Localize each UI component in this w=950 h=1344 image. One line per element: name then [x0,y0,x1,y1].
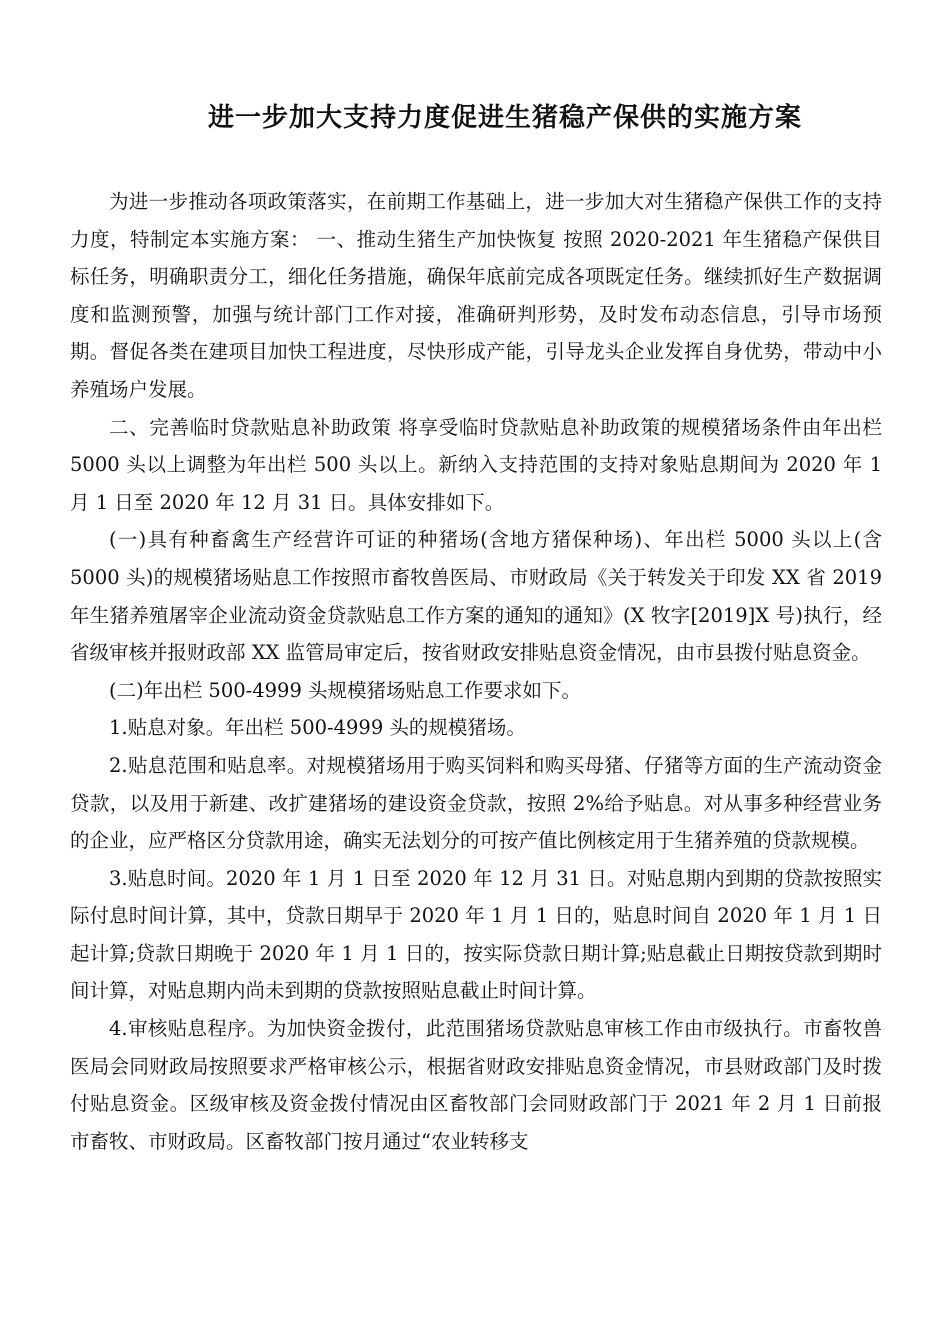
paragraph-item-1: 1.贴息对象。年出栏 500-4999 头的规模猪场。 [109,716,526,740]
document-title: 进一步加大支持力度促进生猪稳产保供的实施方案 [207,103,802,133]
paragraph-subsection-2: (二)年出栏 500-4999 头规模猪场贴息工作要求如下。 [109,678,582,702]
paragraph-item-3: 3.贴息时间。2020 年 1 月 1 日至 2020 年 12 月 31 日。对贴息期内到期的贷款按照实际付息时间计算，其中，贷款日期早于 2020 年 1 月 1 日的，贴息时间自 2020 年 1 月 1 日起计算;贷款日期晚于 2020 年 1 月 1 日的，按实际贷款日期计算;贴息截止日期按贷款到期时间计算，对贴息期内尚未到期的贷款按照贴息截止时间计算。 [70,866,882,1003]
paragraph-item-2: 2.贴息范围和贴息率。对规模猪场用于购买饲料和购买母猪、仔猪等方面的生产流动资金贷款，以及用于新建、改扩建猪场的建设资金贷款，按照 2%给予贴息。对从事多种经营业务的企业，应严格区分贷款用途，确实无法划分的可按产值比例核定用于生猪养殖的贷款规模。 [70,753,882,853]
paragraph-section-2: 二、完善临时贷款贴息补助政策 将享受临时贷款贴息补助政策的规模猪场条件由年出栏 5000 头以上调整为年出栏 500 头以上。新纳入支持范围的支持对象贴息期间为 2020 年 1 月 1 日至 2020 年 12 月 31 日。具体安排如下。 [70,415,882,514]
paragraph-item-4: 4.审核贴息程序。为加快资金拨付，此范围猪场贷款贴息审核工作由市级执行。市畜牧兽医局会同财政局按照要求严格审核公示，根据省财政安排贴息资金情况，市县财政部门及时拨付贴息资金。区级审核及资金拨付情况由区畜牧部门会同财政部门于 2021 年 2 月 1 日前报市畜牧、市财政局。区畜牧部门按月通过“农业转移支 [70,1017,882,1153]
paragraph-subsection-1: (一)具有种畜禽生产经营许可证的种猪场(含地方猪保种场)、年出栏 5000 头以上(含 5000 头)的规模猪场贴息工作按照市畜牧兽医局、市财政局《关于转发关于印发 XX 省 2019 年生猪养殖屠宰企业流动资金贷款贴息工作方案的通知的通知》(X 牧字[2019]X 号)执行，经省级审核并报财政部 XX 监管局审定后，按省财政安排贴息资金情况，由市县拨付贴息资金。 [70,528,882,665]
document-body [70,183,882,1160]
paragraph-intro: 为进一步推动各项政策落实，在前期工作基础上，进一步加大对生猪稳产保供工作的支持力度，特制定本实施方案： 一、推动生猪生产加快恢复 按照 2020-2021 年生猪稳产保供目标任务，明确职责分工，细化任务措施，确保年底前完成各项既定任务。继续抓好生产数据调度和监测预警，加强与统计部门工作对接，准确研判形势，及时发布动态信息，引导市场预期。督促各类在建项目加快工程进度，尽快形成产能，引导龙头企业发挥自身优势，带动中小养殖场户发展。 [70,190,882,401]
